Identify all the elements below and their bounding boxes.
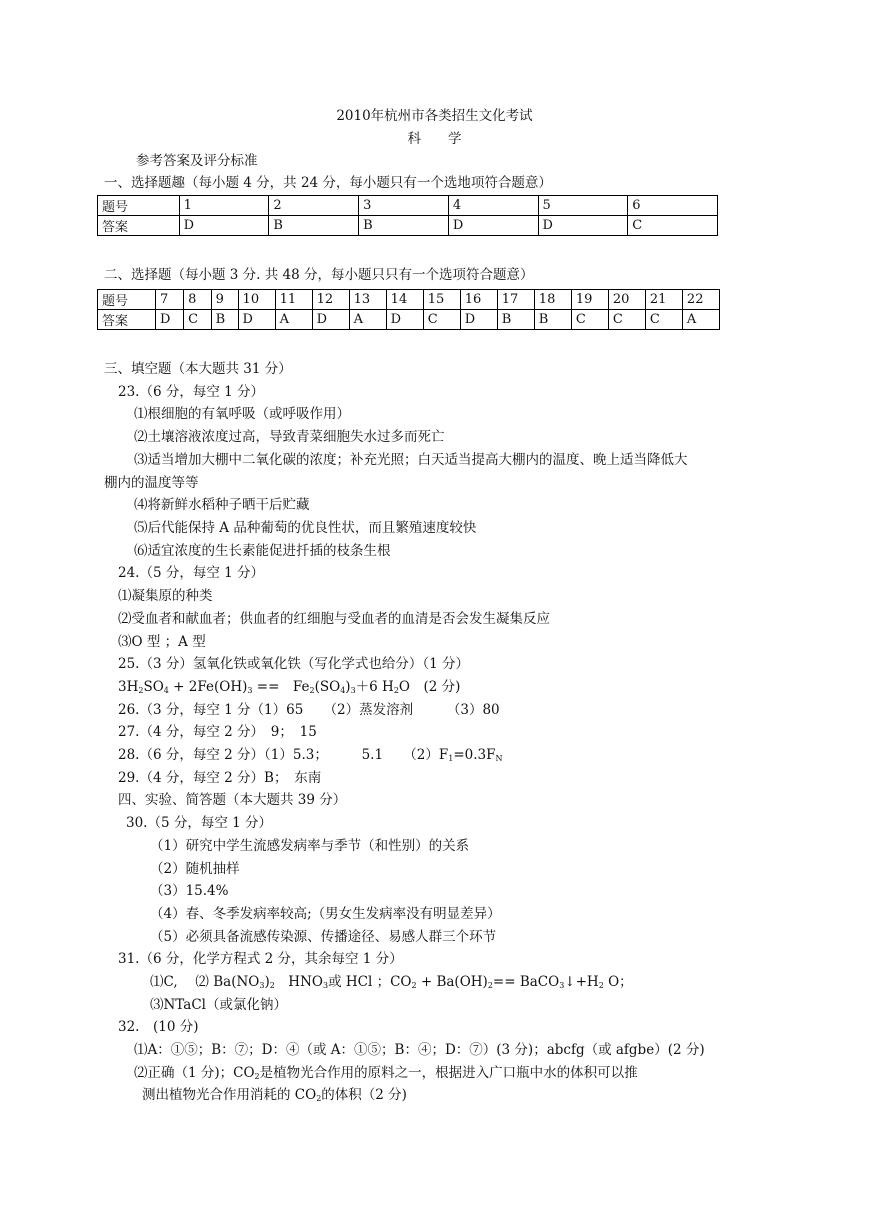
q24-answer-3: ⑶O 型 ；A 型: [118, 634, 206, 650]
table-cell: A: [349, 310, 386, 330]
table-cell: A: [682, 310, 719, 330]
q27-answer: 27.（4 分，每空 2 分） 9； 15: [118, 724, 317, 740]
q30-answer-2: （2）随机抽样: [150, 861, 240, 877]
q23-answer-3b: 棚内的温度等等: [104, 475, 199, 491]
row-label: 题号: [98, 196, 180, 216]
table-row: [98, 196, 718, 216]
q29-answer: 29.（4 分，每空 2 分）B； 东南: [118, 770, 322, 786]
q30-answer-3: （3）15.4%: [150, 883, 229, 899]
table-cell: C: [571, 310, 608, 330]
table-cell: 21: [645, 290, 682, 310]
table-cell: 16: [460, 290, 497, 310]
table-cell: C: [423, 310, 460, 330]
table-cell: C: [184, 310, 211, 330]
q30-answer-4: （4）春、冬季发病率较高;（男女生发病率没有明显差异）: [150, 906, 501, 922]
q28-answer: 28.（6 分，每空 2 分）（1）5.3； 5.1 $(2)F_1=0.3F_N$: [118, 747, 503, 763]
section2-heading: 二、选择题（每小题 3 分. 共 48 分，每小题只只有一个选项符合题意）: [104, 267, 534, 283]
table-cell: B: [211, 310, 238, 330]
table-cell: C: [645, 310, 682, 330]
section2-answer-table: [97, 289, 720, 330]
table-row: [98, 216, 718, 236]
table-cell: D: [312, 310, 349, 330]
table-cell: 20: [608, 290, 645, 310]
table-cell: 17: [497, 290, 534, 310]
table-cell: 2: [269, 196, 359, 216]
table-row: [98, 310, 720, 330]
q23-heading: 23.（6 分，每空 1 分）: [118, 384, 265, 400]
table-cell: D: [238, 310, 275, 330]
q25-answer: 25.（3 分）氢氧化铁或氧化铁（写化学式也给分）（1 分）: [118, 656, 469, 672]
table-cell: 13: [349, 290, 386, 310]
table-cell: B: [269, 216, 359, 236]
q31-answer-1: ⑴C, ⑵ $Ba(NO_3)_2$ $HNO_3$或 HCl ；$CO_2 + Ba(OH)_2==$ $BaCO_3↓+H_2$ O；: [150, 974, 633, 990]
table-cell: 5: [538, 196, 628, 216]
q30-answer-1: （1）研究中学生流感发病率与季节（和性别）的关系: [150, 838, 470, 854]
table-cell: C: [608, 310, 645, 330]
row-label: 题号: [98, 290, 156, 310]
table-cell: D: [538, 216, 628, 236]
table-cell: 14: [386, 290, 423, 310]
q25-equation: $3H_2SO_4 + 2Fe(OH)_3$ == $Fe_2(SO_4)_3+6$ $H_2O$ (2 分): [118, 679, 461, 695]
q24-answer-1: ⑴凝集原的种类: [118, 588, 213, 604]
page-subtitle: 参考答案及评分标准: [136, 153, 258, 169]
table-cell: 9: [211, 290, 238, 310]
table-cell: 10: [238, 290, 275, 310]
subject-title: 科 学: [407, 131, 462, 147]
table-cell: D: [448, 216, 538, 236]
table-cell: 4: [448, 196, 538, 216]
q30-answer-5: （5）必须具备流感传染源、传播途径、易感人群三个环节: [150, 929, 497, 945]
table-cell: 3: [359, 196, 449, 216]
table-cell: 11: [275, 290, 312, 310]
table-cell: D: [460, 310, 497, 330]
q23-answer-2: ⑵土壤溶液浓度过高，导致青菜细胞失水过多而死亡: [134, 429, 445, 445]
section1-answer-table: [97, 195, 718, 236]
row-label: 答案: [98, 216, 180, 236]
table-cell: 8: [184, 290, 211, 310]
q23-answer-4: ⑷将新鲜水稻种子晒干后贮藏: [134, 497, 310, 513]
q23-answer-6: ⑹适宜浓度的生长素能促进扦插的枝条生根: [134, 543, 391, 559]
table-cell: B: [534, 310, 571, 330]
q24-heading: 24.（5 分，每空 1 分）: [118, 565, 265, 581]
section1-heading: 一、选择题趣（每小题 4 分，共 24 分，每小题只有一个选地项符合题意）: [104, 175, 552, 191]
q23-answer-1: ⑴根细胞的有氧呼吸（或呼吸作用）: [134, 406, 350, 422]
q30-heading: 30.（5 分，每空 1 分）: [126, 815, 273, 831]
table-cell: 19: [571, 290, 608, 310]
q23-answer-3a: ⑶适当增加大棚中二氧化碳的浓度；补充光照；白天适当提高大棚内的温度、晚上适当降低大: [134, 452, 688, 468]
table-cell: D: [386, 310, 423, 330]
page-title: 2010年杭州市各类招生文化考试: [336, 108, 533, 124]
section4-heading: 四、实验、简答题（本大题共 39 分）: [118, 792, 347, 808]
q32-heading: 32. (10 分): [118, 1019, 199, 1035]
section3-heading: 三、填空题（本大题共 31 分）: [104, 361, 292, 377]
q23-answer-5: ⑸后代能保持 A 品种葡萄的优良性状，而且繁殖速度较快: [134, 520, 477, 536]
table-cell: D: [156, 310, 184, 330]
table-cell: A: [275, 310, 312, 330]
table-cell: 15: [423, 290, 460, 310]
q32-answer-1: ⑴A：①⑤；B：⑦；D：④（或 A：①⑤；B：④；D：⑦）(3 分)；abcfg（或 afgbe）(2 分): [134, 1042, 705, 1058]
q31-answer-2: ⑶NTaCl（或氯化钠）: [150, 997, 287, 1013]
q32-answer-2: ⑵正确（1 分)；$CO_2$是植物光合作用的原料之一，根据进入广口瓶中水的体积可以推: [134, 1065, 638, 1081]
table-cell: B: [497, 310, 534, 330]
table-cell: 7: [156, 290, 184, 310]
table-cell: 12: [312, 290, 349, 310]
table-cell: 18: [534, 290, 571, 310]
q26-answer: 26.（3 分，每空 1 分（1）65 （2）蒸发溶剂 （3）80: [118, 702, 500, 718]
table-cell: 1: [179, 196, 269, 216]
row-label: 答案: [98, 310, 156, 330]
table-cell: C: [628, 216, 718, 236]
table-row: [98, 290, 720, 310]
table-cell: 6: [628, 196, 718, 216]
q24-answer-2: ⑵受血者和献血者；供血者的红细胞与受血者的血清是否会发生凝集反应: [118, 611, 550, 627]
table-cell: 22: [682, 290, 719, 310]
table-cell: B: [359, 216, 449, 236]
table-cell: D: [179, 216, 269, 236]
q32-answer-3: 测出植物光合作用消耗的 $CO_2$的体积（2 分): [142, 1087, 407, 1103]
q31-heading: 31.（6 分，化学方程式 2 分，其余每空 1 分）: [118, 951, 403, 967]
